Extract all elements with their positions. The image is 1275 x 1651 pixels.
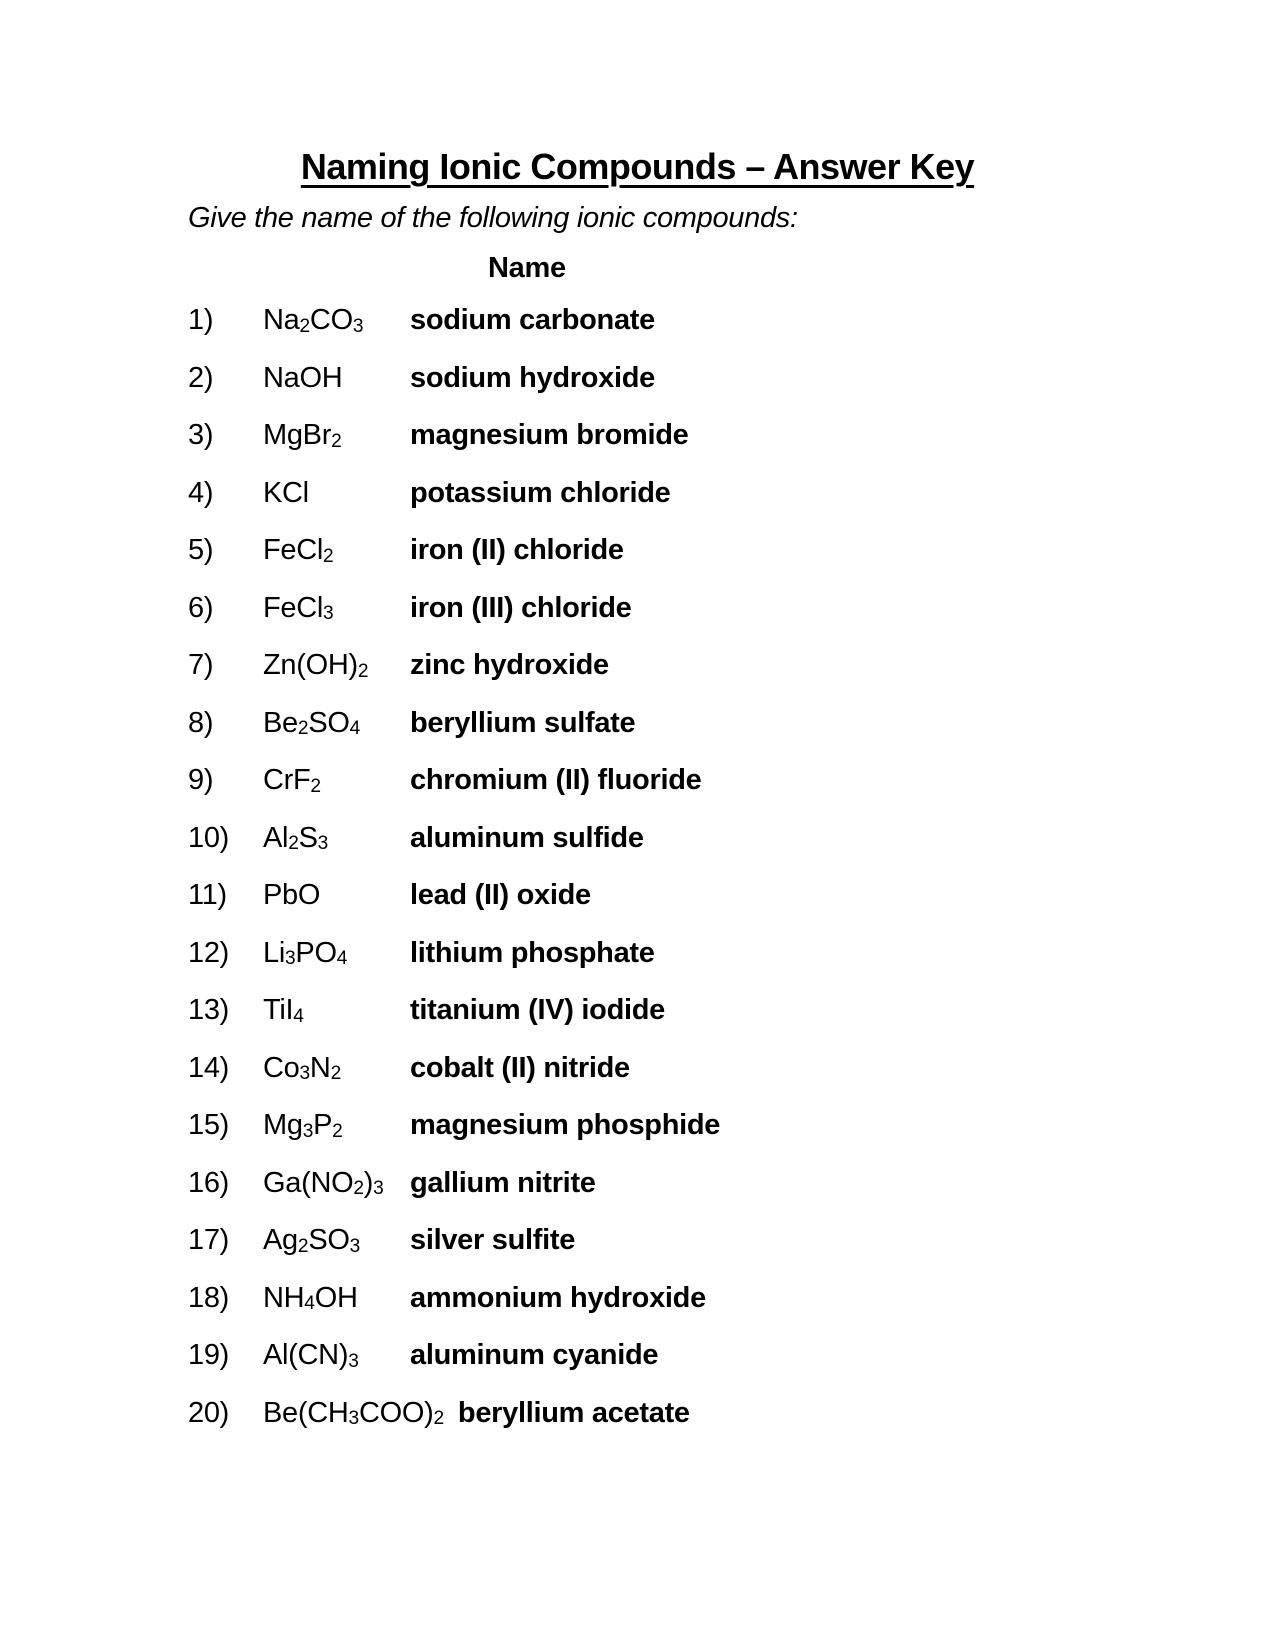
formula-text: Be(CH [263, 1396, 349, 1429]
formula-text: KCl [263, 476, 309, 509]
list-item [188, 580, 1215, 638]
formula-text: Ag [263, 1224, 298, 1256]
formula-text: CrF [263, 764, 311, 796]
compound-formula [263, 522, 410, 580]
compound-formula [263, 407, 410, 465]
item-number: 19) [188, 1339, 230, 1371]
item-number: 4) [188, 476, 214, 509]
formula-subscript: 3 [317, 833, 329, 855]
item-number: 5) [188, 534, 214, 566]
list-item [188, 695, 1215, 753]
compound-name: aluminum sulfide [410, 821, 644, 854]
formula-subscript: 3 [373, 1178, 384, 1200]
compound-formula [263, 1212, 410, 1270]
list-item [188, 867, 1215, 925]
formula-subscript: 2 [357, 660, 369, 682]
compound-formula [263, 1155, 410, 1213]
formula-subscript: 2 [310, 775, 321, 797]
compound-formula [263, 1097, 410, 1155]
formula-text: FeCl [263, 534, 324, 566]
formula-text: N [309, 1051, 331, 1084]
compound-formula [263, 695, 410, 753]
formula-subscript: 2 [331, 430, 342, 452]
formula-subscript: 4 [349, 718, 361, 740]
item-number: 1) [188, 304, 214, 336]
list-item [188, 1040, 1215, 1098]
compound-list [188, 292, 1215, 1442]
compound-formula [263, 1385, 444, 1443]
list-item [188, 1270, 1215, 1328]
list-item [188, 1155, 1215, 1213]
compound-name: chromium (II) fluoride [410, 764, 702, 796]
compound-formula [263, 1270, 410, 1328]
compound-name: titanium (IV) iodide [410, 994, 665, 1026]
list-item [188, 637, 1215, 695]
formula-text: NH [263, 1281, 305, 1314]
list-item [188, 1097, 1215, 1155]
formula-text: OH [314, 1281, 358, 1314]
formula-subscript: 4 [304, 1293, 315, 1315]
formula-text: SO [308, 706, 350, 739]
list-item [188, 810, 1215, 868]
list-item [188, 752, 1215, 810]
formula-subscript: 2 [288, 833, 299, 855]
formula-text: S [298, 821, 318, 854]
list-item [188, 465, 1215, 523]
formula-subscript: 3 [284, 948, 296, 970]
compound-formula [263, 1040, 410, 1098]
item-number: 9) [188, 764, 214, 796]
formula-subscript: 4 [293, 1005, 304, 1027]
formula-subscript: 3 [323, 603, 334, 625]
item-number: 20) [188, 1396, 230, 1429]
formula-subscript: 2 [330, 1063, 342, 1085]
formula-text: MgBr [263, 419, 332, 451]
list-item [188, 350, 1215, 408]
item-number: 3) [188, 419, 214, 451]
formula-subscript: 3 [348, 1408, 359, 1430]
compound-name: iron (II) chloride [410, 534, 624, 566]
formula-text: Zn(OH) [263, 649, 358, 681]
list-item [188, 1212, 1215, 1270]
item-number: 11) [188, 879, 227, 911]
compound-name: magnesium phosphide [410, 1109, 721, 1141]
formula-text: COO) [358, 1396, 434, 1429]
compound-name: aluminum cyanide [410, 1339, 659, 1371]
formula-text: CO [309, 304, 353, 336]
formula-text: Ga(NO [263, 1166, 354, 1199]
item-number: 6) [188, 591, 214, 624]
compound-name: lithium phosphate [410, 936, 655, 969]
item-number: 18) [188, 1281, 230, 1314]
formula-text: Na [263, 304, 300, 336]
formula-text: SO [308, 1224, 350, 1256]
list-item [188, 522, 1215, 580]
instruction-text: Give the name of the following ionic compounds: [188, 202, 798, 234]
formula-text: Mg [263, 1109, 303, 1141]
item-number: 17) [188, 1224, 230, 1256]
formula-subscript: 3 [299, 1063, 310, 1085]
compound-name: gallium nitrite [410, 1166, 596, 1199]
compound-formula [263, 580, 410, 638]
compound-formula [263, 982, 410, 1040]
compound-formula [263, 350, 410, 408]
formula-text: NaOH [263, 361, 343, 394]
compound-name: potassium chloride [410, 476, 671, 509]
compound-name: magnesium bromide [410, 419, 689, 451]
formula-subscript: 4 [336, 948, 348, 970]
compound-formula [263, 292, 410, 350]
compound-formula [263, 752, 410, 810]
compound-formula [263, 1327, 410, 1385]
formula-text: FeCl [263, 591, 324, 624]
formula-text: P [313, 1109, 333, 1141]
item-number: 2) [188, 361, 214, 394]
formula-text: TiI [263, 994, 294, 1026]
list-item [188, 407, 1215, 465]
compound-formula [263, 465, 410, 523]
formula-text: ) [363, 1166, 374, 1199]
compound-name: beryllium acetate [457, 1396, 690, 1429]
formula-subscript: 2 [353, 1178, 364, 1200]
list-item [188, 292, 1215, 350]
formula-subscript: 2 [323, 545, 334, 567]
formula-subscript: 3 [348, 1350, 359, 1372]
compound-name: iron (III) chloride [410, 591, 632, 624]
formula-subscript: 2 [297, 718, 309, 740]
list-item [188, 1385, 1215, 1443]
formula-subscript: 3 [349, 1235, 361, 1257]
formula-text: Li [263, 936, 285, 969]
formula-text: Al(CN) [263, 1339, 349, 1371]
list-item [188, 1327, 1215, 1385]
formula-subscript: 3 [302, 1120, 314, 1142]
item-number: 16) [188, 1166, 230, 1199]
formula-subscript: 2 [297, 1235, 309, 1257]
formula-text: Al [263, 821, 289, 854]
compound-name: lead (II) oxide [410, 879, 591, 911]
item-number: 10) [188, 821, 230, 854]
compound-formula [263, 867, 410, 925]
item-number: 7) [188, 649, 214, 681]
compound-name: beryllium sulfate [410, 706, 636, 739]
formula-text: PO [295, 936, 337, 969]
compound-name: sodium hydroxide [410, 361, 655, 394]
item-number: 12) [188, 936, 230, 969]
compound-formula [263, 925, 410, 983]
formula-text: Be [263, 706, 298, 739]
formula-text: PbO [263, 879, 321, 911]
item-number: 15) [188, 1109, 230, 1141]
formula-subscript: 3 [352, 315, 364, 337]
page-title: Naming Ionic Compounds – Answer Key [300, 146, 975, 187]
compound-name: zinc hydroxide [410, 649, 609, 681]
formula-subscript: 2 [332, 1120, 343, 1142]
compound-formula [263, 810, 410, 868]
compound-name: sodium carbonate [410, 304, 655, 336]
compound-name: silver sulfite [410, 1224, 576, 1256]
list-item [188, 982, 1215, 1040]
item-number: 14) [188, 1051, 230, 1084]
compound-formula [263, 637, 410, 695]
name-column-header: Name [488, 252, 566, 284]
compound-name: ammonium hydroxide [410, 1281, 706, 1314]
formula-subscript: 2 [433, 1408, 444, 1430]
item-number: 13) [188, 994, 230, 1026]
compound-name: cobalt (II) nitride [410, 1051, 630, 1084]
list-item [188, 925, 1215, 983]
formula-subscript: 2 [299, 315, 310, 337]
item-number: 8) [188, 706, 214, 739]
formula-text: Co [263, 1051, 300, 1084]
